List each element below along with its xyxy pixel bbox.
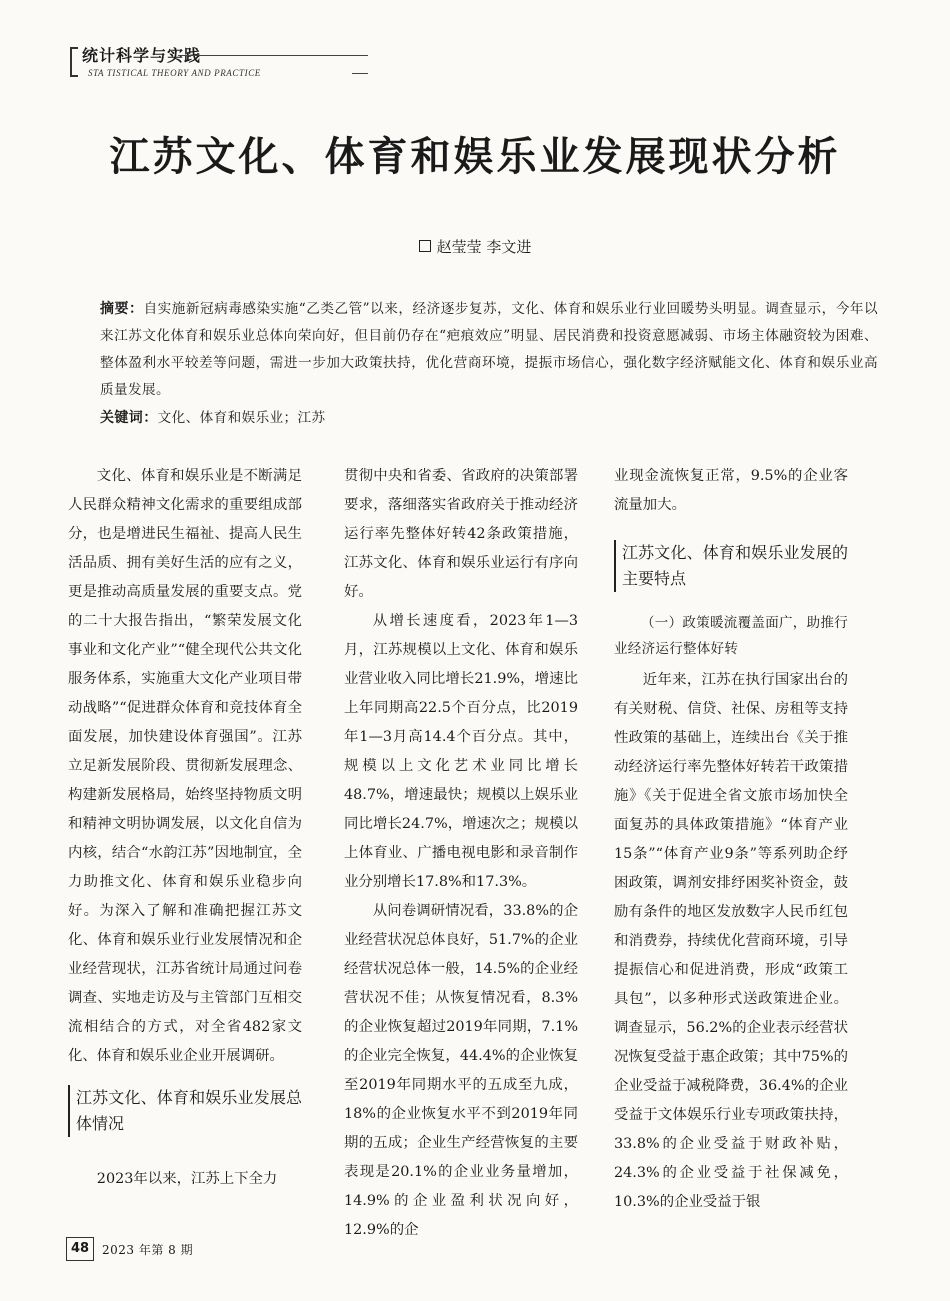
header-rule — [178, 55, 368, 56]
paragraph: 近年来，江苏在执行国家出台的有关财税、信贷、社保、房租等支持性政策的基础上，连续出台《关于推动经济运行率先整体好转若干政策措施》《关于促进全省文旅市场加快全面复苏的具体政策措施》“体育产业15条”“体育产业9条”等系列助企纾困政策，调剂安排纾困奖补资金，鼓励有条件的地区发放数字人民币红包和消费券，持续优化营商环境，引导提振信心和促进消费，形成“政策工具包”，以多种形式送政策进企业。调查显示，56.2%的企业表示经营状况恢复受益于惠企政策；其中75%的企业受益于减税降费，36.4%的企业受益于文体娱乐行业专项政策扶持，33.8%的企业受益于财政补贴，24.3%的企业受益于社保减免，10.3%的企业受益于银 — [614, 672, 848, 1210]
column-2 — [344, 462, 578, 1245]
subsection-heading: （一）政策暖流覆盖面广，助推行业经济运行整体好转 — [614, 615, 848, 657]
section-header — [70, 43, 310, 85]
section-heading: 江苏文化、体育和娱乐业发展总体情况 — [68, 1085, 302, 1137]
paragraph: 贯彻中央和省委、省政府的决策部署要求，落细落实省政府关于推动经济运行率先整体好转42条政策措施，江苏文化、体育和娱乐业运行有序向好。 — [344, 468, 578, 600]
paragraph: 业现金流恢复正常，9.5%的企业客流量加大。 — [614, 468, 848, 513]
author-box-icon — [419, 240, 431, 252]
author-names: 赵莹莹 李文进 — [436, 238, 532, 256]
paragraph: 从问卷调研情况看，33.8%的企业经营状况总体良好，51.7%的企业经营状况总体一般，14.5%的企业经营状况不佳；从恢复情况看，8.3%的企业恢复超过2019年同期，7.1%的企业完全恢复，44.4%的企业恢复至2019年同期水平的五成至九成，18%的企业恢复水平不到2019年同期的五成；企业生产经营恢复的主要表现是20.1%的企业业务量增加，14.9%的企业盈利状况向好，12.9%的企 — [344, 903, 578, 1238]
section-title-en: STA TISTICAL THEORY AND PRACTICE — [88, 68, 261, 78]
column-1 — [68, 462, 302, 1194]
keywords-text: 文化、体育和娱乐业；江苏 — [157, 410, 326, 426]
article-title: 江苏文化、体育和娱乐业发展现状分析 — [109, 134, 841, 180]
paragraph: 从增长速度看，2023年1—3月，江苏规模以上文化、体育和娱乐业营业收入同比增长21.9%，增速比上年同期高22.5个百分点，比2019年1—3月高14.4个百分点。其中，规模以上文化艺术业同比增长48.7%，增速最快；规模以上娱乐业同比增长24.7%，增速次之；规模以上体育业、广播电视电影和录音制作业分别增长17.8%和17.3%。 — [344, 613, 578, 890]
abstract-label: 摘要： — [100, 301, 144, 317]
abstract-text: 自实施新冠病毒感染实施“乙类乙管”以来，经济逐步复苏，文化、体育和娱乐业行业回暖势头明显。调查显示，今年以来江苏文化体育和娱乐业总体向荣向好，但目前仍存在“疤痕效应”明显、居民消费和投资意愿减弱、市场主体融资较为困难、整体盈利水平较差等问题，需进一步加大政策扶持，优化营商环境，提振市场信心，强化数字经济赋能文化、体育和娱乐业高质量发展。 — [100, 301, 878, 398]
paragraph: 文化、体育和娱乐业是不断满足人民群众精神文化需求的重要组成部分，也是增进民生福祉、提高人民生活品质、拥有美好生活的应有之义，更是推动高质量发展的重要支点。党的二十大报告指出，“繁荣发展文化事业和文化产业”“健全现代公共文化服务体系，实施重大文化产业项目带动战略”“促进群众体育和竞技体育全面发展，加快建设体育强国”。江苏立足新发展阶段、贯彻新发展理念、构建新发展格局，始终坚持物质文明和精神文明协调发展，以文化自信为内核，结合“水韵江苏”因地制宜，全力助推文化、体育和娱乐业稳步向好。为深入了解和准确把握江苏文化、体育和娱乐业行业发展情况和企业经营现状，江苏省统计局通过问卷调查、实地走访及与主管部门互相交流相结合的方式，对全省482家文化、体育和娱乐业企业开展调研。 — [68, 468, 302, 1064]
keywords-label: 关键词： — [100, 410, 158, 426]
section-title: 统计科学与实践 — [82, 46, 202, 65]
keywords — [100, 406, 878, 427]
authors — [0, 236, 950, 257]
header-rule-short — [352, 73, 368, 74]
section-heading: 江苏文化、体育和娱乐业发展的主要特点 — [614, 540, 848, 592]
paragraph: 2023年以来，江苏上下全力 — [96, 1171, 278, 1187]
header-bracket — [70, 47, 78, 77]
column-3 — [614, 462, 848, 1217]
issue-info: 2023 年第 8 期 — [102, 1243, 194, 1257]
abstract — [100, 296, 878, 404]
page-number: 48 — [66, 1237, 94, 1261]
